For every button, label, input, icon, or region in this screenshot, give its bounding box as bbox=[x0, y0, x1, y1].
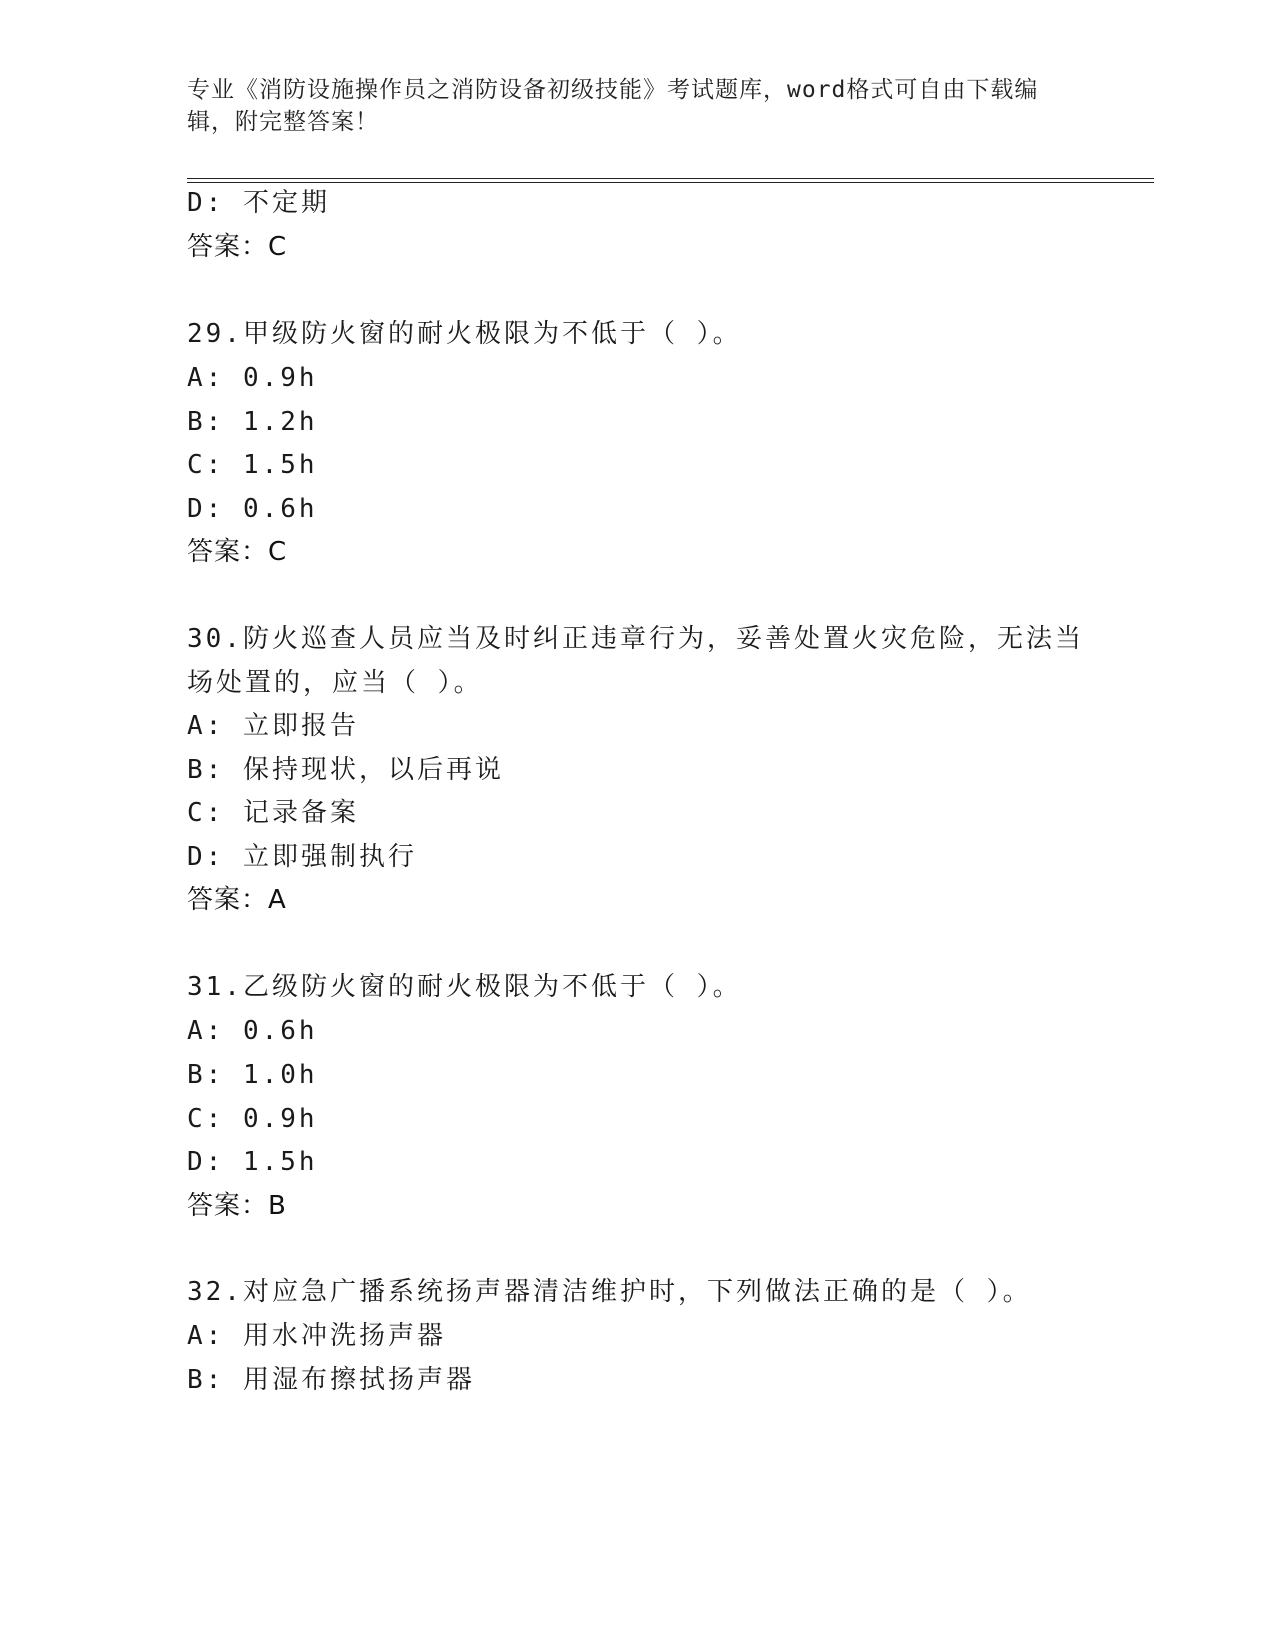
header-divider-bottom bbox=[187, 182, 1154, 183]
q28-answer: 答案：C bbox=[187, 232, 288, 262]
document-header: 专业《消防设施操作员之消防设备初级技能》考试题库，word格式可自由下载编辑，附完整答案！ bbox=[187, 77, 1039, 135]
q31-option-a: A: 0.6h bbox=[187, 1016, 318, 1046]
q31-option-d: D: 1.5h bbox=[187, 1147, 318, 1177]
q31-stem: 31.乙级防火窗的耐火极限为不低于（ ）。 bbox=[187, 972, 742, 1002]
q30-stem-line2: 场处置的，应当（ ）。 bbox=[187, 668, 483, 698]
q31-option-b: B: 1.0h bbox=[187, 1060, 318, 1090]
q29-option-a: A: 0.9h bbox=[187, 363, 318, 393]
q29-option-c: C: 1.5h bbox=[187, 450, 318, 480]
q30-option-c: C: 记录备案 bbox=[187, 798, 359, 828]
q30-answer: 答案：A bbox=[187, 885, 287, 915]
q32-stem: 32.对应急广播系统扬声器清洁维护时，下列做法正确的是（ ）。 bbox=[187, 1277, 1032, 1307]
q29-option-b: B: 1.2h bbox=[187, 407, 318, 437]
q30-stem-line1: 30.防火巡查人员应当及时纠正违章行为，妥善处置火灾危险，无法当 bbox=[187, 624, 1084, 654]
q30-option-b: B: 保持现状，以后再说 bbox=[187, 755, 504, 785]
q32-option-b: B: 用湿布擦拭扬声器 bbox=[187, 1365, 475, 1395]
q30-option-d: D: 立即强制执行 bbox=[187, 842, 417, 872]
q28-option-d: D: 不定期 bbox=[187, 188, 330, 218]
q31-option-c: C: 0.9h bbox=[187, 1104, 318, 1134]
q29-option-d: D: 0.6h bbox=[187, 494, 318, 524]
q31-answer: 答案：B bbox=[187, 1191, 287, 1221]
q32-option-a: A: 用水冲洗扬声器 bbox=[187, 1321, 446, 1351]
header-divider-top bbox=[187, 178, 1154, 179]
q30-option-a: A: 立即报告 bbox=[187, 711, 359, 741]
q29-answer: 答案：C bbox=[187, 537, 288, 567]
q29-stem: 29.甲级防火窗的耐火极限为不低于（ ）。 bbox=[187, 319, 742, 349]
